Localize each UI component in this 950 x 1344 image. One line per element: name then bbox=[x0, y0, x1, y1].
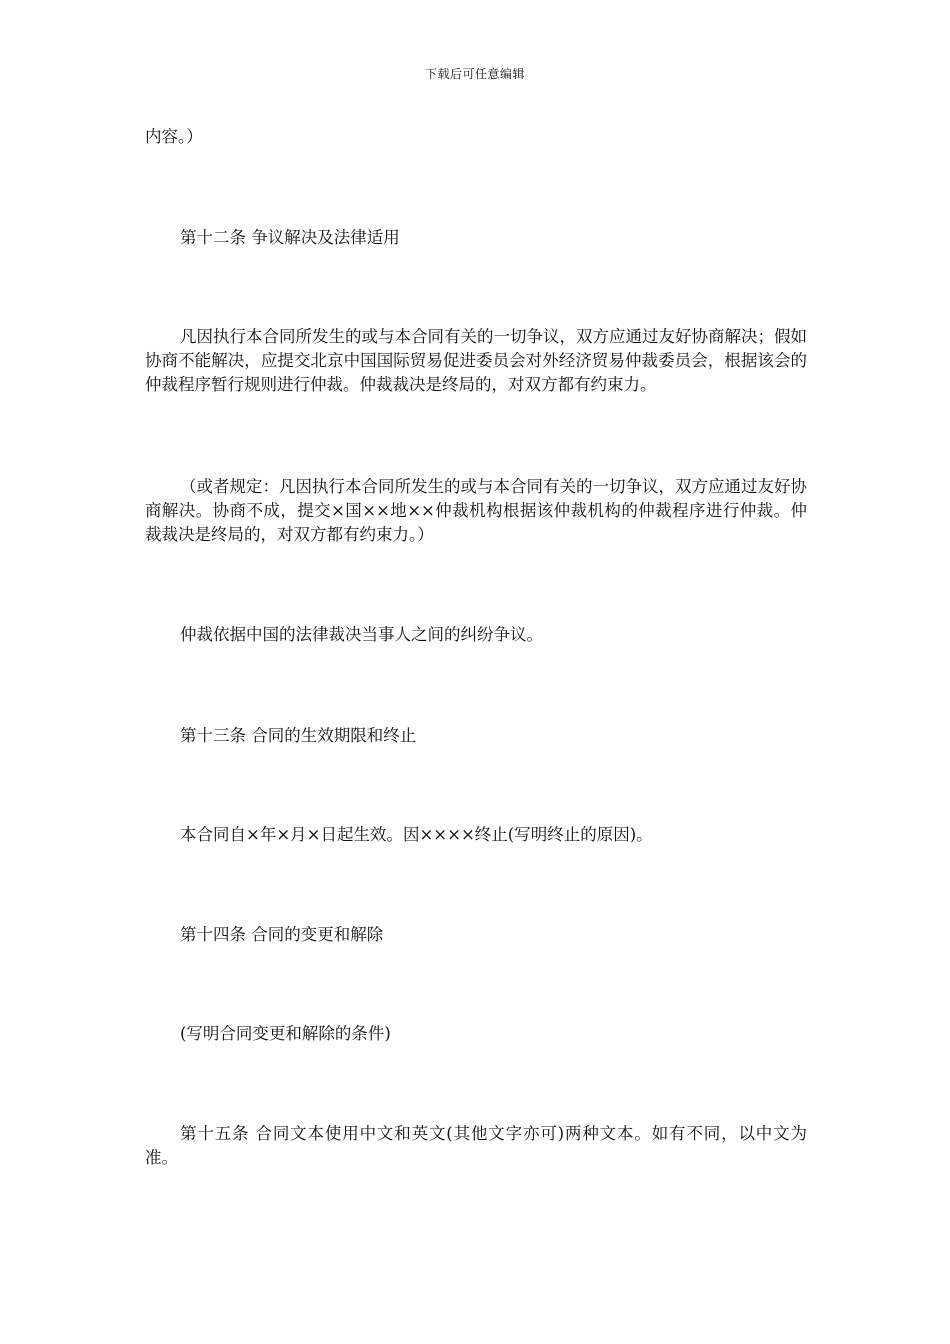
paragraph-continuation: 内容。） bbox=[145, 127, 203, 146]
article-13-heading: 第十三条 合同的生效期限和终止 bbox=[180, 726, 417, 745]
article-12-alternative-clause: （或者规定：凡因执行本合同所发生的或与本合同有关的一切争议，双方应通过友好协商解决。协商不成，提交×国××地××仲裁机构根据该仲裁机构的仲裁程序进行仲裁。仲裁裁决是终局的，对双方都有约束力。） bbox=[145, 477, 807, 544]
article-13-clause: 本合同自×年×月×日起生效。因××××终止(写明终止的原因)。 bbox=[180, 825, 653, 844]
article-12-clause: 凡因执行本合同所发生的或与本合同有关的一切争议，双方应通过友好协商解决；假如协商不能解决，应提交北京中国国际贸易促进委员会对外经济贸易仲裁委员会，根据该会的仲裁程序暂行规则进行仲裁。仲裁裁决是终局的，对双方都有约束力。 bbox=[145, 327, 807, 394]
article-15-clause: 第十五条 合同文本使用中文和英文(其他文字亦可)两种文本。如有不同，以中文为准。 bbox=[145, 1124, 807, 1167]
article-12-heading: 第十二条 争议解决及法律适用 bbox=[180, 228, 400, 247]
article-14-clause: (写明合同变更和解除的条件) bbox=[180, 1024, 391, 1043]
article-14-heading: 第十四条 合同的变更和解除 bbox=[180, 925, 384, 944]
page-header: 下载后可任意编辑 bbox=[424, 67, 525, 81]
article-12-governing-law: 仲裁依据中国的法律裁决当事人之间的纠纷争议。 bbox=[180, 625, 543, 644]
